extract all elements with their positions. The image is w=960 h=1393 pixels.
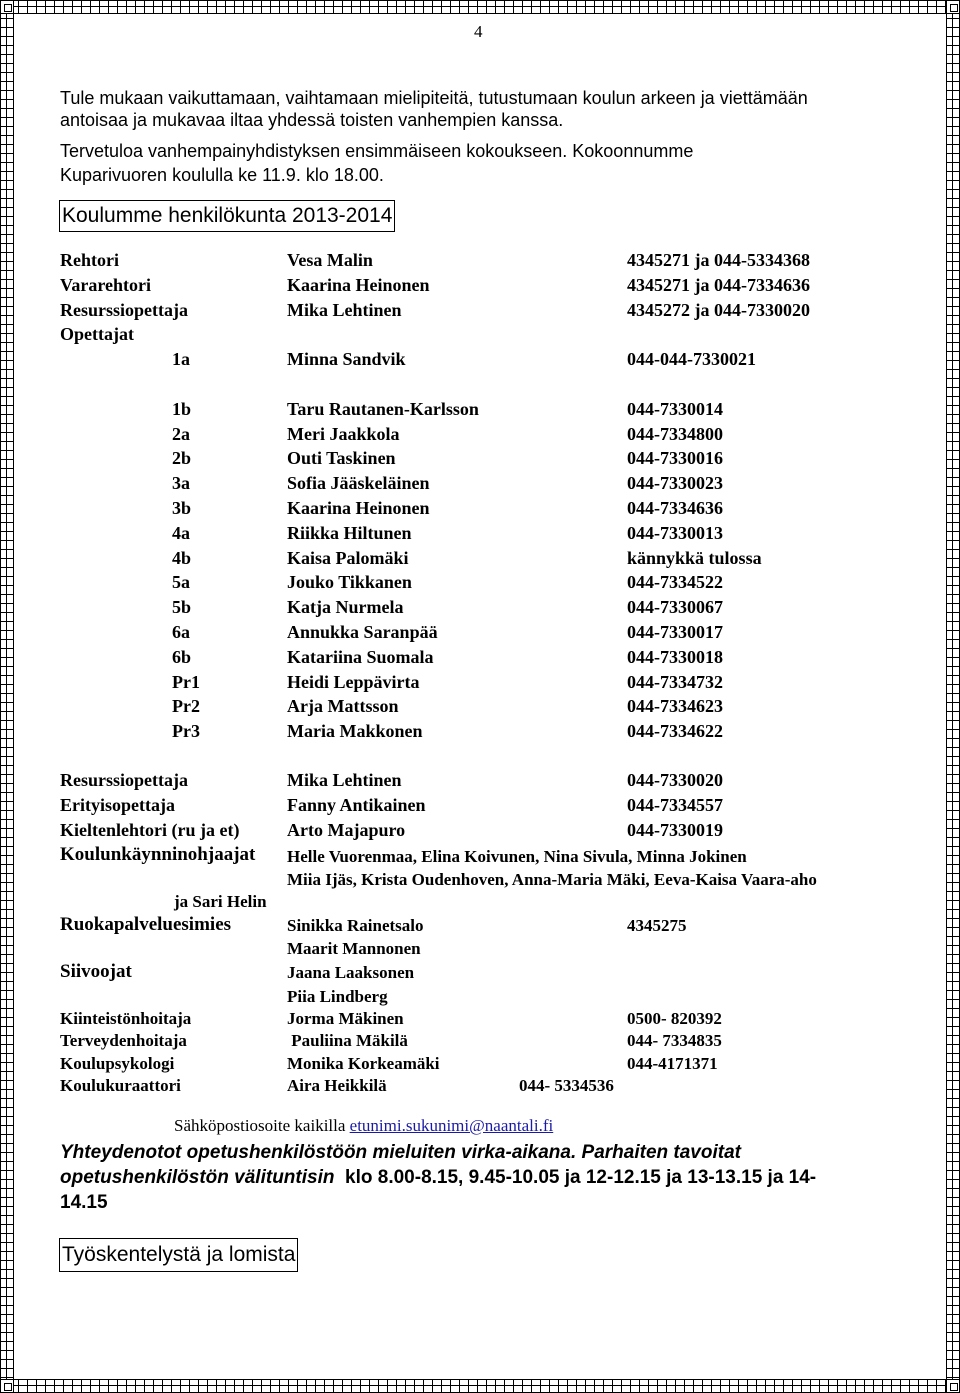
staff-role: Rehtori xyxy=(60,250,119,270)
decorative-border-top xyxy=(0,0,960,14)
decorative-border-right xyxy=(946,0,960,1393)
intro-line: Tule mukaan vaikuttamaan, vaihtamaan mielipiteitä, tutustumaan koulun arkeen ja viettämään xyxy=(60,88,808,108)
assistants-names: Helle Vuorenmaa, Elina Koivunen, Nina Sivula, Minna Jokinen xyxy=(287,847,747,866)
teacher-phone: 044-7334636 xyxy=(627,498,723,518)
staff-role: Erityisopettaja xyxy=(60,795,175,815)
teacher-name: Taru Rautanen-Karlsson xyxy=(287,399,479,419)
staff-phone: 4345271 ja 044-7334636 xyxy=(627,275,810,295)
teacher-grade: 3b xyxy=(172,498,192,518)
staff-name: Vesa Malin xyxy=(287,250,373,270)
staff-phone: 4345271 ja 044-5334368 xyxy=(627,250,810,270)
staff-role: Resurssiopettaja xyxy=(60,300,188,320)
staff-name: Fanny Antikainen xyxy=(287,795,426,815)
teacher-phone: 044-044-7330021 xyxy=(627,349,756,369)
staff-role: Vararehtori xyxy=(60,275,151,295)
teacher-name: Katja Nurmela xyxy=(287,597,404,617)
staff-name: Jorma Mäkinen xyxy=(287,1009,404,1028)
teacher-phone: 044-7330013 xyxy=(627,523,723,543)
teacher-name: Meri Jaakkola xyxy=(287,424,400,444)
staff-phone: 044-7330019 xyxy=(627,820,723,840)
email-prefix: Sähköpostiosoite kaikilla xyxy=(174,1116,350,1135)
teacher-phone: 044-7334622 xyxy=(627,721,723,741)
teacher-phone: 044-7330023 xyxy=(627,473,723,493)
border-corner xyxy=(946,0,960,14)
teacher-name: Kaarina Heinonen xyxy=(287,498,430,518)
staff-name: Sinikka Rainetsalo xyxy=(287,916,424,935)
teacher-grade: 6b xyxy=(172,647,192,667)
staff-heading: Koulumme henkilökunta 2013-2014 xyxy=(59,200,395,232)
staff-phone: 044-7330020 xyxy=(627,770,723,790)
border-corner xyxy=(0,1379,14,1393)
teacher-name: Riikka Hiltunen xyxy=(287,523,412,543)
staff-phone: 0500- 820392 xyxy=(627,1009,722,1028)
teacher-phone: 044-7330016 xyxy=(627,448,723,468)
teacher-grade: 5a xyxy=(172,572,190,592)
teacher-phone: 044-7334623 xyxy=(627,696,723,716)
teacher-phone: 044-7330017 xyxy=(627,622,723,642)
staff-phone: 4345275 xyxy=(627,916,687,935)
contact-line: Yhteydenotot opetushenkilöstöön mieluiten virka-aikana. Parhaiten tavoitat xyxy=(60,1142,741,1163)
teacher-name: Kaisa Palomäki xyxy=(287,548,409,568)
teacher-grade: 1a xyxy=(172,349,190,369)
contact-line xyxy=(60,1165,816,1190)
staff-name: Arto Majapuro xyxy=(287,820,406,840)
intro-line: Tervetuloa vanhempainyhdistyksen ensimmäiseen kokoukseen. Kokoonnumme xyxy=(60,141,694,161)
teacher-grade: 1b xyxy=(172,399,192,419)
contact-rest: klo 8.00-8.15, 9.45-10.05 ja 12-12.15 ja 13-13.15 ja 14- xyxy=(334,1167,817,1188)
staff-name: Jaana Laaksonen xyxy=(287,963,415,982)
teacher-grade: 2a xyxy=(172,424,190,444)
teacher-grade: 4b xyxy=(172,548,192,568)
staff-name: Kaarina Heinonen xyxy=(287,275,430,295)
staff-phone: 044-7334557 xyxy=(627,795,723,815)
email-note xyxy=(174,1116,553,1136)
teacher-grade: 6a xyxy=(172,622,190,642)
teacher-name: Maria Makkonen xyxy=(287,721,423,741)
decorative-border-left xyxy=(0,0,14,1393)
teacher-phone: 044-7330014 xyxy=(627,399,723,419)
teacher-phone: 044-7334732 xyxy=(627,672,723,692)
page-number: 4 xyxy=(474,22,483,41)
teacher-grade: Pr1 xyxy=(172,672,200,692)
teacher-grade: Pr2 xyxy=(172,696,200,716)
staff-role: Resurssiopettaja xyxy=(60,770,188,790)
staff-role: Kiinteistönhoitaja xyxy=(60,1009,192,1028)
staff-role: Koulukuraattori xyxy=(60,1076,181,1095)
contact-line: 14.15 xyxy=(60,1192,108,1213)
staff-role: Kieltenlehtori (ru ja et) xyxy=(60,820,240,840)
staff-role: Koulupsykologi xyxy=(60,1054,175,1073)
staff-role: Siivoojat xyxy=(60,961,132,982)
teacher-grade: 2b xyxy=(172,448,192,468)
staff-name: Piia Lindberg xyxy=(287,987,388,1006)
staff-role: Terveydenhoitaja xyxy=(60,1031,187,1050)
staff-phone: 044- 5334536 xyxy=(519,1076,614,1095)
staff-name: Mika Lehtinen xyxy=(287,300,402,320)
staff-name: Mika Lehtinen xyxy=(287,770,402,790)
teacher-name: Outi Taskinen xyxy=(287,448,396,468)
section-heading: Työskentelystä ja lomista xyxy=(59,1238,298,1272)
teachers-label: Opettajat xyxy=(60,324,134,344)
teacher-grade: Pr3 xyxy=(172,721,200,741)
decorative-border-bottom xyxy=(0,1379,960,1393)
staff-name: Pauliina Mäkilä xyxy=(287,1031,408,1050)
teacher-grade: 5b xyxy=(172,597,192,617)
staff-phone: 044-4171371 xyxy=(627,1054,718,1073)
staff-name: Monika Korkeamäki xyxy=(287,1054,440,1073)
teacher-phone: 044-7330067 xyxy=(627,597,723,617)
staff-role: Ruokapalveluesimies xyxy=(60,914,232,935)
staff-phone: 044- 7334835 xyxy=(627,1031,722,1050)
staff-name: Maarit Mannonen xyxy=(287,939,421,958)
teacher-phone: 044-7334800 xyxy=(627,424,723,444)
teacher-name: Sofia Jääskeläinen xyxy=(287,473,430,493)
staff-role: Koulunkäynninohjaajat xyxy=(60,844,256,865)
staff-name: Aira Heikkilä xyxy=(287,1076,387,1095)
intro-line: Kuparivuoren koululla ke 11.9. klo 18.00. xyxy=(60,165,384,185)
teacher-name: Jouko Tikkanen xyxy=(287,572,412,592)
teacher-phone: 044-7334522 xyxy=(627,572,723,592)
teacher-phone: kännykkä tulossa xyxy=(627,548,762,568)
staff-phone: 4345272 ja 044-7330020 xyxy=(627,300,810,320)
email-link[interactable]: etunimi.sukunimi@naantali.fi xyxy=(349,1116,554,1135)
teacher-name: Minna Sandvik xyxy=(287,349,406,369)
contact-italic: opetushenkilöstön välituntisin xyxy=(60,1167,335,1188)
teacher-name: Katariina Suomala xyxy=(287,647,434,667)
teacher-grade: 3a xyxy=(172,473,190,493)
teacher-grade: 4a xyxy=(172,523,190,543)
teacher-phone: 044-7330018 xyxy=(627,647,723,667)
assistants-names: Miia Ijäs, Krista Oudenhoven, Anna-Maria Mäki, Eeva-Kaisa Vaara-aho xyxy=(287,870,817,889)
teacher-name: Annukka Saranpää xyxy=(287,622,438,642)
border-corner xyxy=(946,1379,960,1393)
assistants-names: ja Sari Helin xyxy=(174,892,267,911)
intro-line: antoisaa ja mukavaa iltaa yhdessä toisten vanhempien kanssa. xyxy=(60,110,564,130)
teacher-name: Arja Mattsson xyxy=(287,696,399,716)
teacher-name: Heidi Leppävirta xyxy=(287,672,420,692)
border-corner xyxy=(0,0,14,14)
